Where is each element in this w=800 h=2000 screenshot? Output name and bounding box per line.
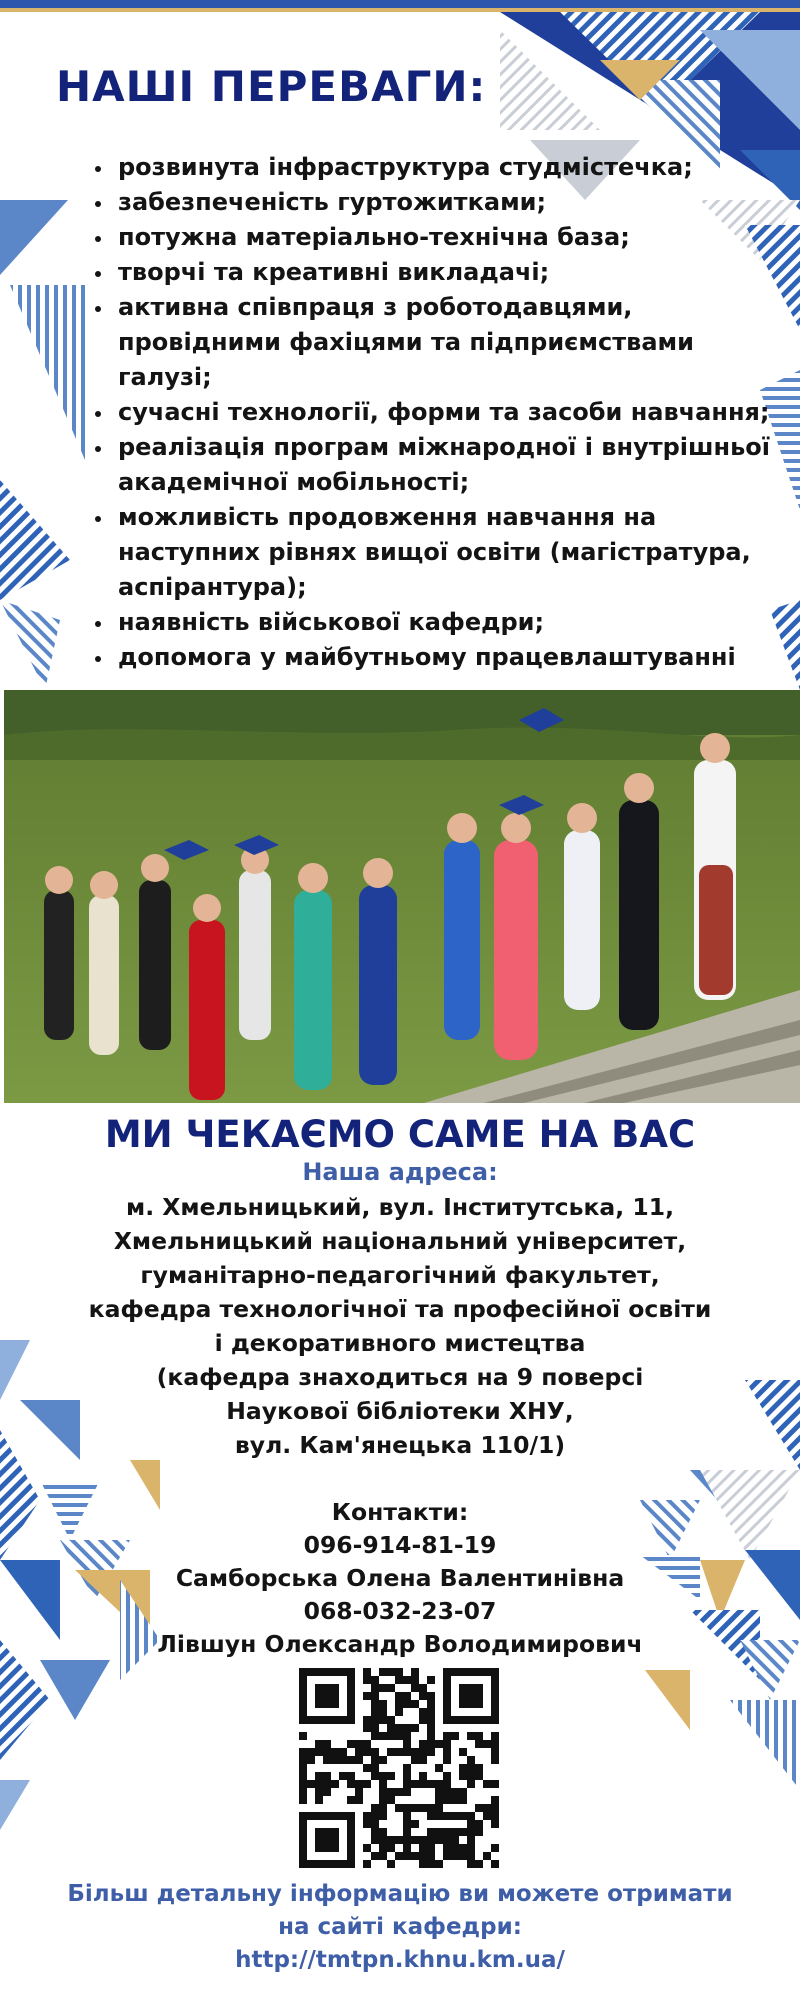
list-item: • розвинута інфраструктура студмістечка; [114, 150, 784, 185]
list-item: • сучасні технології, форми та засоби навчання; [114, 395, 784, 430]
address-line: Хмельницький національний університет, [113, 1227, 687, 1255]
website-link[interactable]: http://tmtpn.khnu.km.ua/ [235, 1947, 565, 1973]
advantages-title: НАШІ ПЕРЕВАГИ: [56, 62, 487, 111]
address-line: (кафедра знаходиться на 9 поверсі [156, 1363, 644, 1391]
address-line: гуманітарно-педагогічний факультет, [140, 1261, 660, 1289]
address-line: м. Хмельницький, вул. Інститутська, 11, [125, 1193, 675, 1221]
list-item: • можливість продовження навчання на наступних рівнях вищої освіти (магістратура, аспірантура); [114, 500, 784, 605]
address-label: Наша адреса: [302, 1158, 498, 1186]
qr-code-icon[interactable] [298, 1668, 500, 1868]
list-item: • реалізація програм міжнародної і внутрішньої академічної мобільності; [114, 430, 784, 500]
graduates-group-photo [4, 690, 800, 1103]
list-item: • допомога у майбутньому працевлаштуванні [114, 640, 784, 675]
contact-phone[interactable]: 096-914-81-19 [303, 1531, 497, 1559]
contact-name: Лівшун Олександр Володимирович [157, 1630, 643, 1658]
invite-title: МИ ЧЕКАЄМО САМЕ НА ВАС [104, 1113, 696, 1156]
advantages-list [88, 150, 784, 675]
contact-phone[interactable]: 068-032-23-07 [303, 1597, 497, 1625]
footer-text-line: на сайті кафедри: [278, 1914, 522, 1940]
list-item: • забезпеченість гуртожитками; [114, 185, 784, 220]
contacts-label: Контакти: [331, 1498, 469, 1526]
footer-text-line: Більш детальну інформацію ви можете отримати [67, 1881, 733, 1907]
address-line: вул. Кам'янецька 110/1) [234, 1431, 566, 1459]
address-line: Наукової бібліотеки ХНУ, [226, 1397, 574, 1425]
contacts-block [60, 1496, 740, 1661]
footer-info [40, 1878, 760, 1977]
address-block [60, 1190, 740, 1462]
contact-name: Самборська Олена Валентинівна [175, 1564, 625, 1592]
list-item: • активна співпраця з роботодавцями, провідними фахіцями та підприємствами галузі; [114, 290, 784, 395]
list-item: • потужна матеріально-технічна база; [114, 220, 784, 255]
list-item: • наявність військової кафедри; [114, 605, 784, 640]
address-line: і декоративного мистецтва [214, 1329, 586, 1357]
address-line: кафедра технологічної та професійної освіти [88, 1295, 712, 1323]
list-item: • творчі та креативні викладачі; [114, 255, 784, 290]
